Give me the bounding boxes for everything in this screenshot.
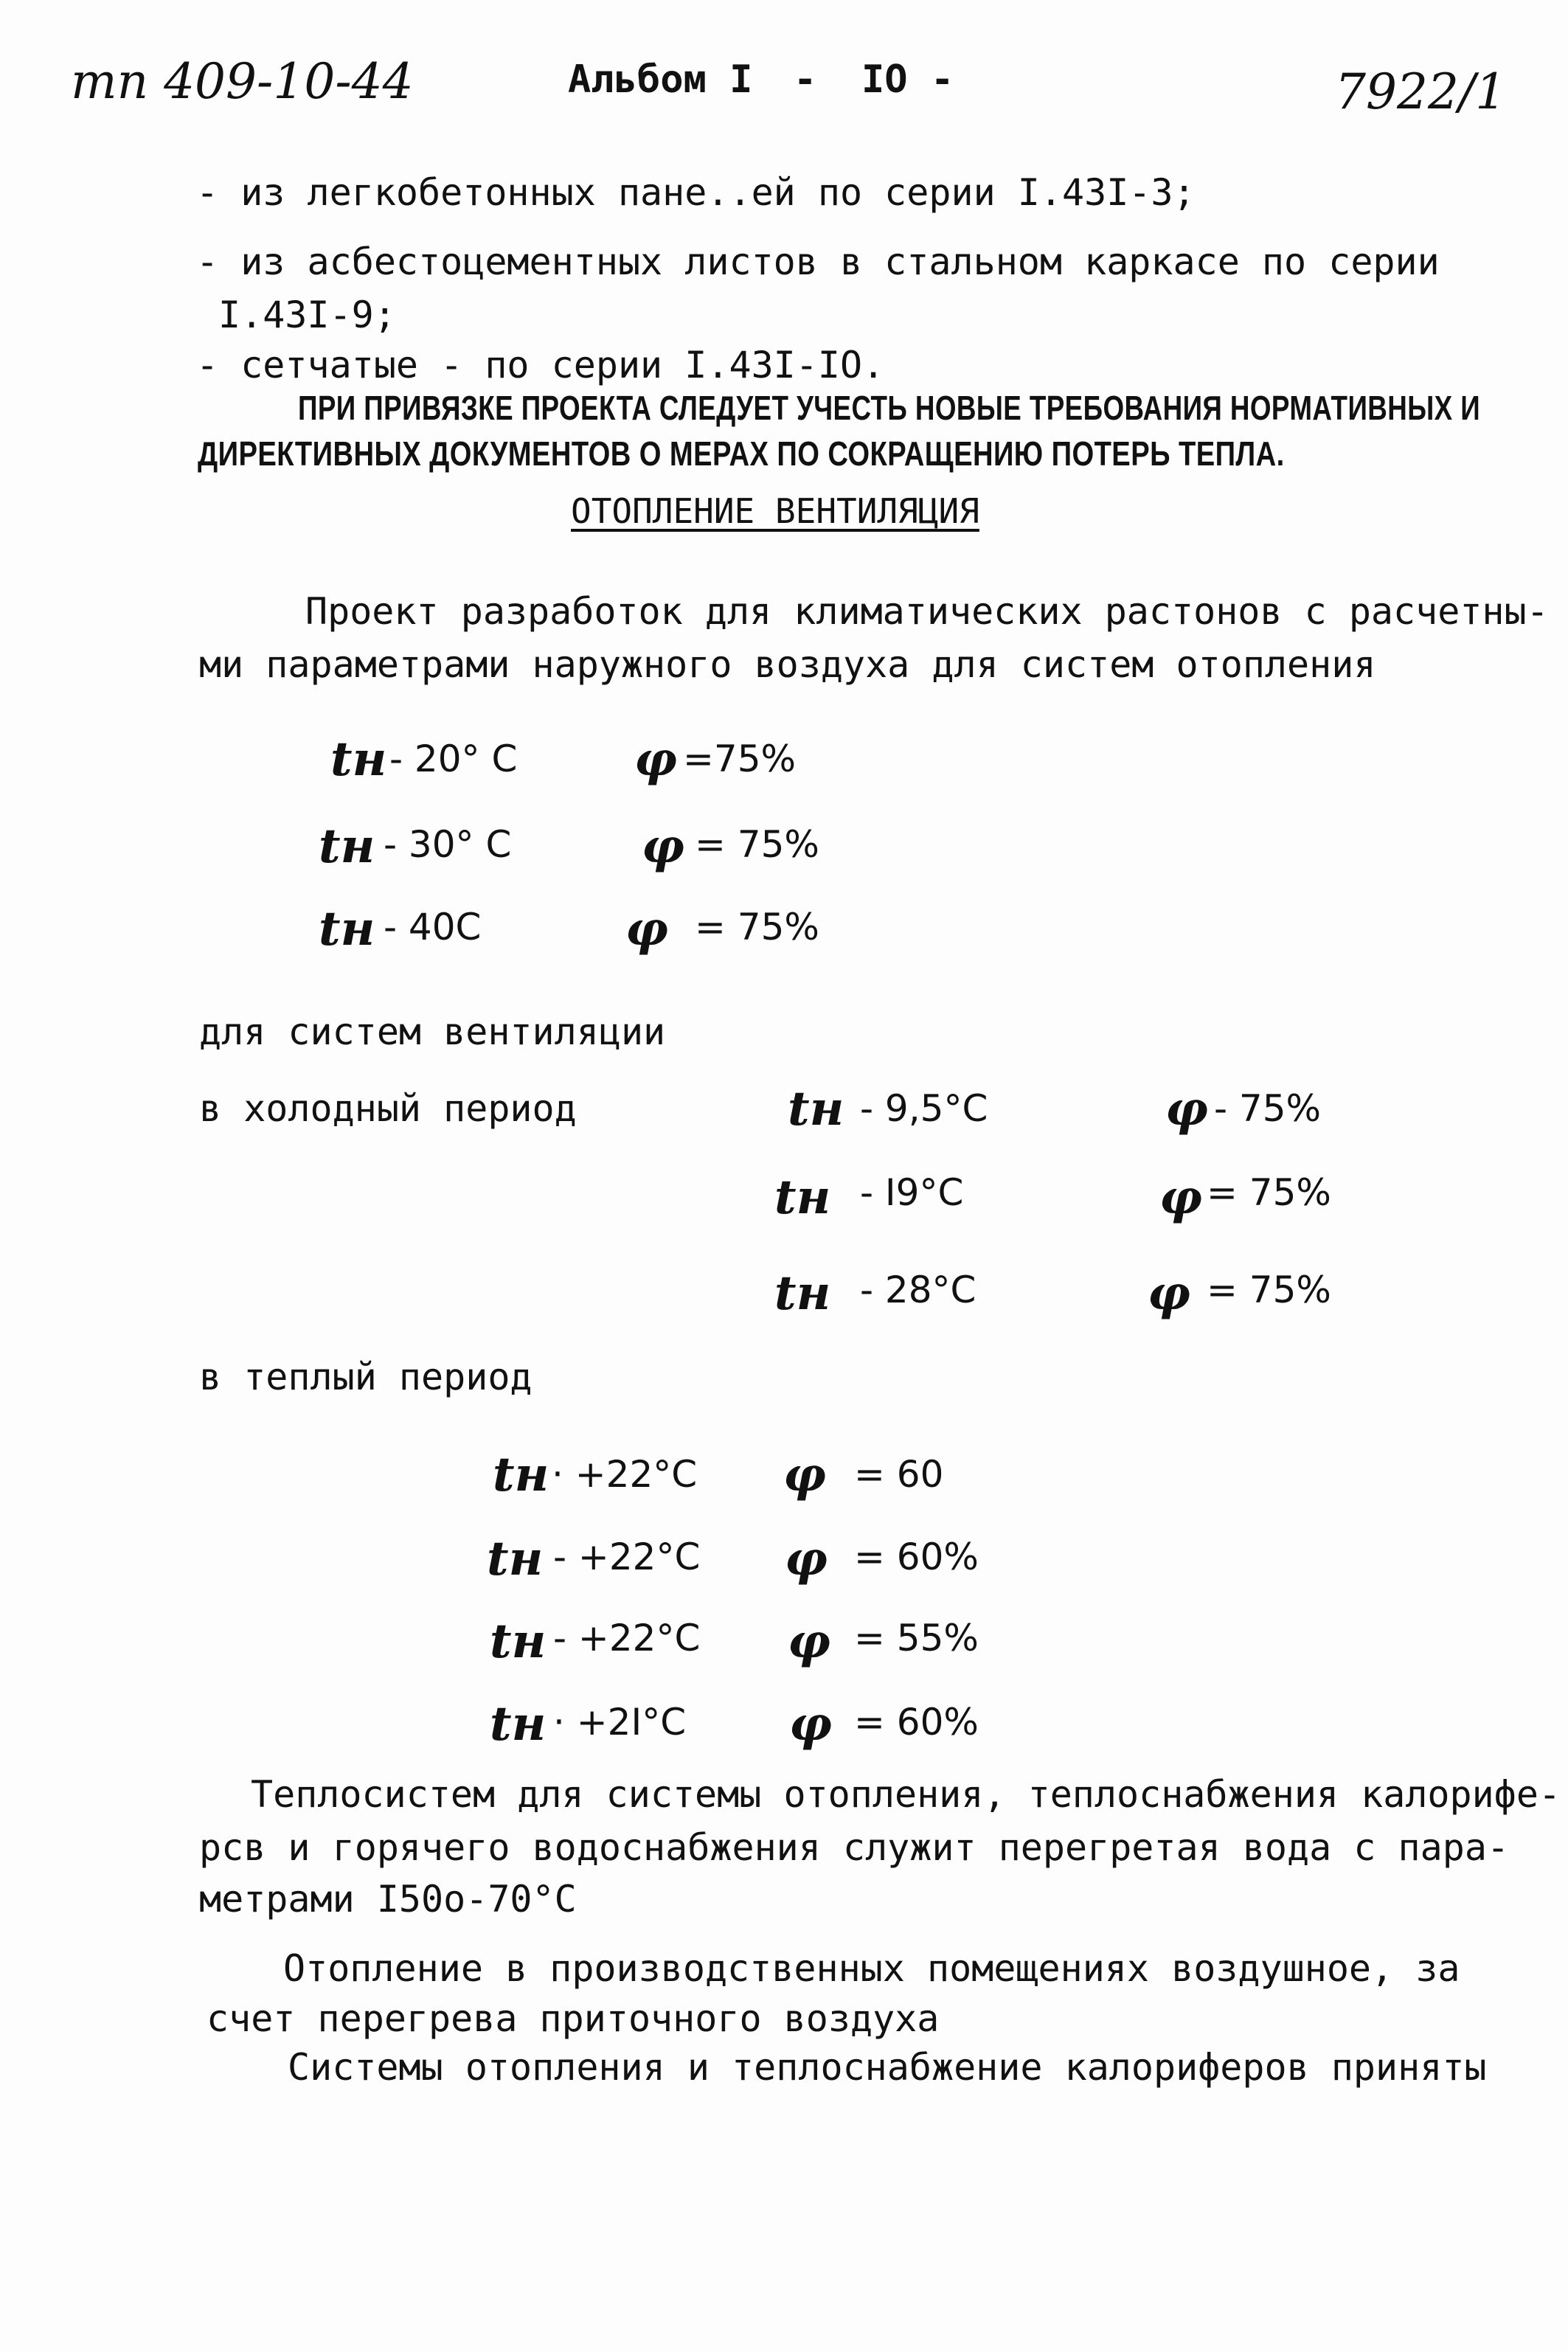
heating-rh-1: =75% (683, 738, 797, 780)
para1-line-3: метрами I50о-70°C (199, 1878, 577, 1921)
phi-symbol: φ (642, 819, 684, 874)
heating-temp-1: - 20° C (389, 738, 518, 780)
para2-line-1: Отопление в производственных помещениях воздушное, за (283, 1947, 1460, 1990)
t-symbol: tн (788, 1081, 844, 1137)
note-line-2: ДИРЕКТИВНЫХ ДОКУМЕНТОВ О МЕРАХ ПО СОКРАЩЕНИЮ ПОТЕРЬ ТЕПЛА. (198, 434, 1285, 473)
heating-temp-3: - 40C (384, 906, 482, 948)
note-line-1: ПРИ ПРИВЯЗКЕ ПРОЕКТА СЛЕДУЕТ УЧЕСТЬ НОВЫЕ ТРЕБОВАНИЯ НОРМАТИВНЫХ И (298, 389, 1481, 427)
bullet-line-2: - из асбестоцементных листов в стальном каркасе по серии (196, 240, 1440, 283)
intro-line-1: Проект разработок для климатических растонов с расчетны- (305, 590, 1549, 633)
warm-rh-1: = 60 (854, 1453, 944, 1496)
warm-temp-4: · +2I°C (553, 1701, 687, 1744)
cold-rh-2: = 75% (1207, 1171, 1331, 1214)
para3-line-1: Системы отопления и теплоснабжение калориферов приняты (288, 2046, 1487, 2089)
bullet-line-3: I.43I-9; (218, 294, 396, 336)
doc-code: тп 409-10-44 (71, 53, 414, 110)
warm-temp-1: · +22°C (552, 1453, 698, 1496)
t-symbol: tн (774, 1170, 831, 1225)
phi-symbol: φ (789, 1696, 832, 1752)
bullet-line-1: - из легкобетонных пане..ей по серии I.43I-3; (196, 171, 1196, 214)
phi-symbol: φ (788, 1614, 830, 1669)
header-dash-2: - (931, 58, 954, 102)
warm-rh-3: = 55% (854, 1617, 979, 1659)
t-symbol: tн (774, 1266, 831, 1321)
section-title: ОТОПЛЕНИЕ ВЕНТИЛЯЦИЯ (571, 491, 979, 531)
para2-line-2: счет перегрева приточного воздуха (207, 1997, 940, 2040)
warm-rh-2: = 60% (854, 1536, 979, 1578)
cold-temp-1: - 9,5°C (860, 1087, 988, 1130)
header-dash: - (794, 58, 817, 102)
cold-temp-3: - 28°C (860, 1269, 976, 1311)
t-symbol: tн (490, 1696, 547, 1752)
t-symbol: tн (319, 819, 375, 874)
cold-temp-2: - I9°C (860, 1171, 964, 1214)
t-symbol: tн (487, 1531, 544, 1586)
heating-temp-2: - 30° C (384, 823, 512, 866)
phi-symbol: φ (785, 1531, 828, 1586)
phi-symbol: φ (1165, 1081, 1208, 1137)
phi-symbol: φ (1159, 1170, 1202, 1225)
para1-line-2: рсв и горячего водоснабжения служит перегретая вода с пара- (199, 1826, 1510, 1869)
album-label: Альбом I (568, 58, 753, 102)
warm-temp-2: - +22°C (553, 1536, 701, 1578)
page-number: IO (861, 58, 908, 102)
intro-line-2: ми параметрами наружного воздуха для систем отопления (199, 643, 1376, 686)
t-symbol: tн (330, 732, 387, 787)
bullet-line-4: - сетчатые - по серии I.43I-IO. (196, 344, 885, 386)
heating-rh-2: = 75% (695, 823, 819, 866)
t-symbol: tн (490, 1614, 547, 1669)
heating-rh-3: = 75% (695, 906, 819, 948)
cold-rh-3: = 75% (1207, 1269, 1331, 1311)
warm-period-label: в теплый период (199, 1356, 533, 1398)
sheet-number: 7922/1 (1335, 63, 1507, 120)
ventilation-label: для систем вентиляции (199, 1010, 666, 1053)
phi-symbol: φ (783, 1447, 826, 1502)
para1-line-1: Теплосистем для системы отопления, теплоснабжения калорифе- (251, 1773, 1561, 1816)
cold-period-label: в холодный период (199, 1087, 577, 1130)
t-symbol: tн (319, 901, 375, 957)
cold-rh-1: - 75% (1214, 1087, 1322, 1130)
warm-rh-4: = 60% (854, 1701, 979, 1744)
phi-symbol: φ (625, 901, 668, 957)
phi-symbol: φ (634, 732, 677, 787)
phi-symbol: φ (1148, 1266, 1190, 1321)
t-symbol: tн (493, 1447, 549, 1502)
warm-temp-3: - +22°C (553, 1617, 701, 1659)
